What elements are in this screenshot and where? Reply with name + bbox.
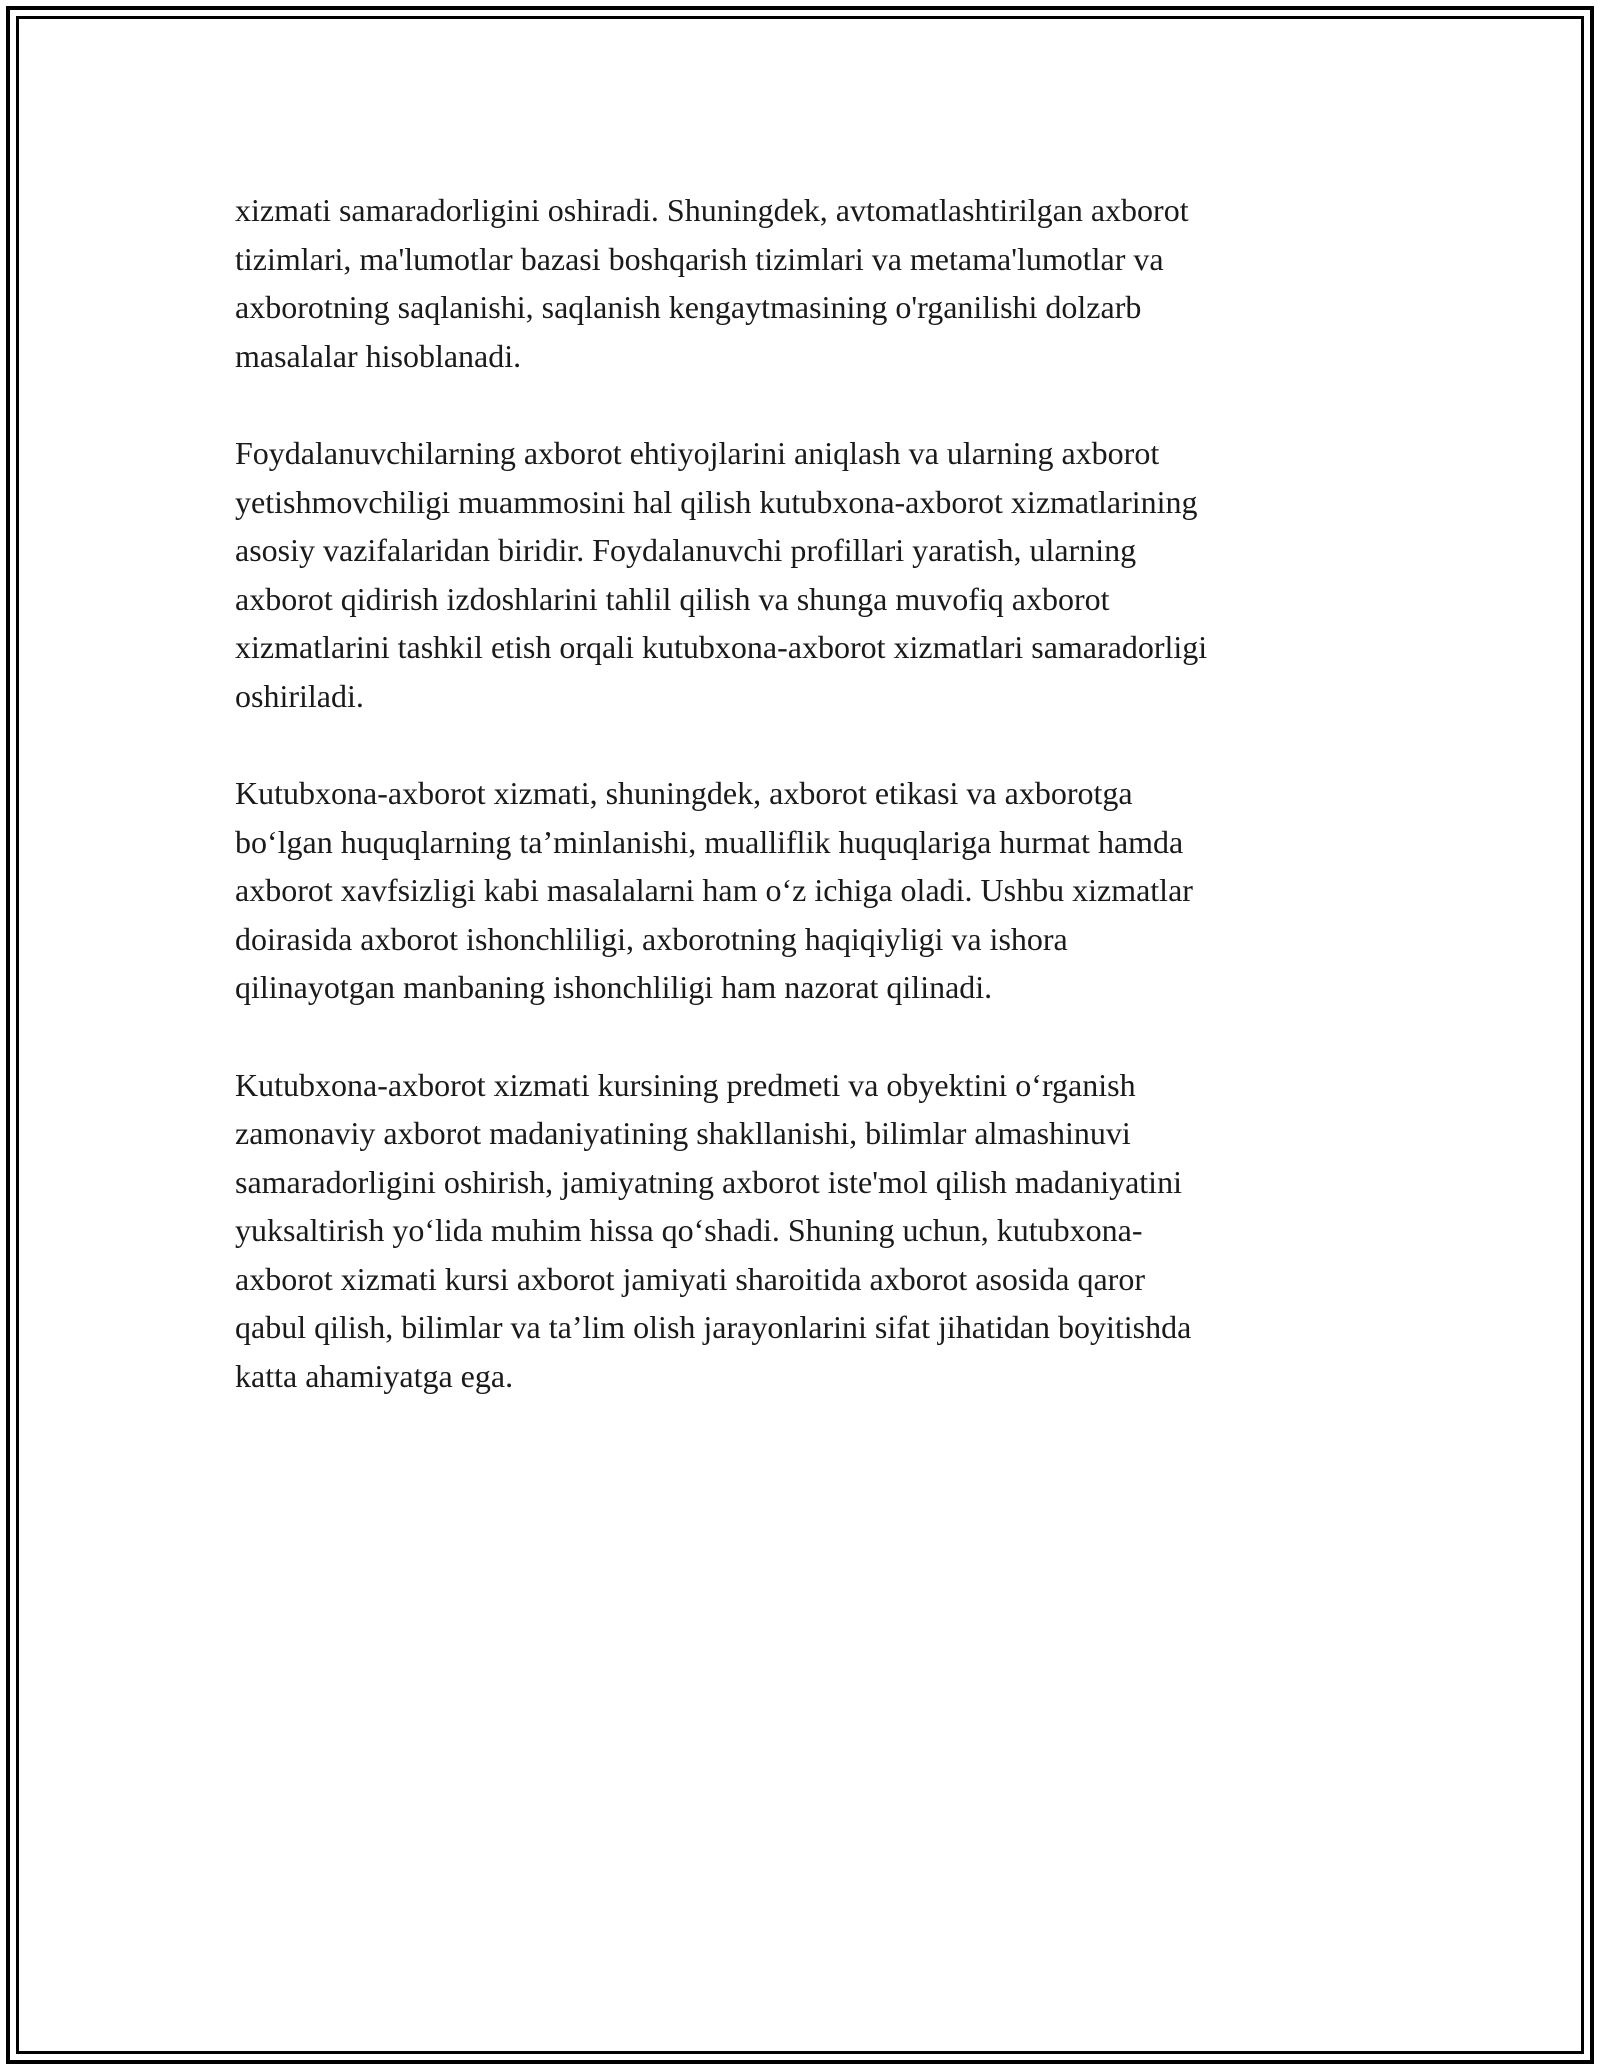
- paragraph-3: Kutubxona-axborot xizmati, shuningdek, axborot etikasi va axborotga boʻlgan huquqlarning taʼminlanishi, mualliflik huquqlariga hurmat hamda axborot xavfsizligi kabi masalalarni ham oʻz ichiga oladi. Ushbu xizmatlar doirasida axborot ishonchliligi, axborotning haqiqiyligi va ishora qilinayotgan manbaning ishonchliligi ham nazorat qilinadi.: [235, 775, 1193, 1005]
- document-body: [235, 186, 1365, 1449]
- paragraph-4: Kutubxona-axborot xizmati kursining predmeti va obyektini oʻrganish zamonaviy axborot madaniyatining shakllanishi, bilimlar almashinuvi samaradorligini oshirish, jamiyatning axborot iste'mol qilish madaniyatini yuksaltirish yoʻlida muhim hissa qoʻshadi. Shuning uchun, kutubxona- axborot xizmati kursi axborot jamiyati sharoitida axborot asosida qaror qabul qilish, bilimlar va taʼlim olish jarayonlarini sifat jihatidan boyitishda katta ahamiyatga ega.: [235, 1066, 1192, 1394]
- paragraph-2: Foydalanuvchilarning axborot ehtiyojlarini aniqlash va ularning axborot yetishmovchiligi muammosini hal qilish kutubxona-axborot xizmatlarining asosiy vazifalaridan biridir. Foydalanuvchi profillari yaratish, ularning axborot qidirish izdoshlarini tahlil qilish va shunga muvofiq axborot xizmatlarini tashkil etish orqali kutubxona-axborot xizmatlari samaradorligi oshiriladi.: [235, 435, 1208, 714]
- paragraph-1: xizmati samaradorligini oshiradi. Shuningdek, avtomatlashtirilgan axborot tizimlari, ma'lumotlar bazasi boshqarish tizimlari va metama'lumotlar va axborotning saqlanishi, saqlanish kengaytmasining o'rganilishi dolzarb masalalar hisoblanadi.: [235, 192, 1189, 374]
